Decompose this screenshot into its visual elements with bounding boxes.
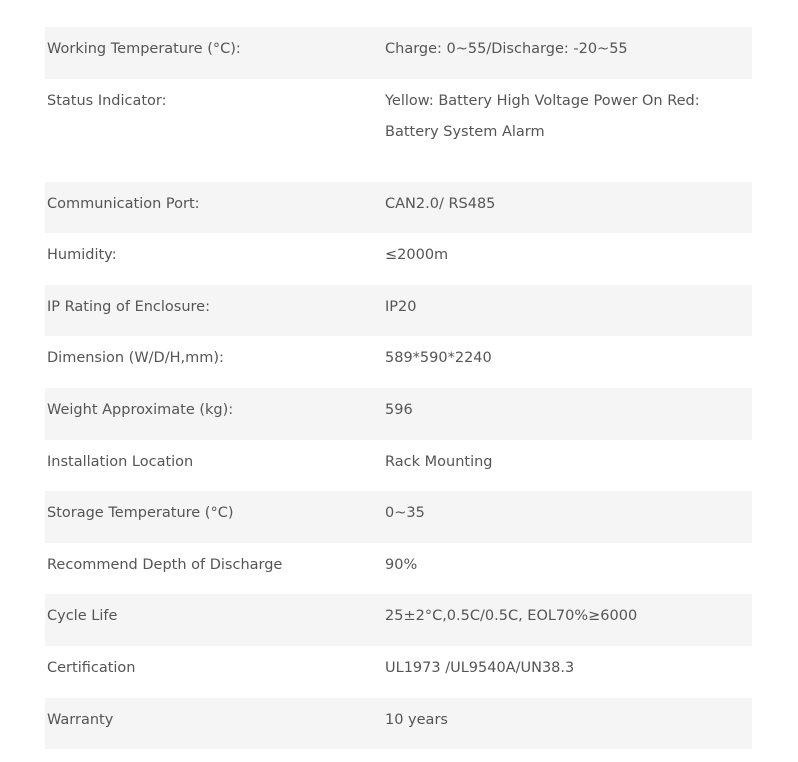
spec-row-storage-temperature [45, 491, 752, 543]
spec-value: 596 [385, 401, 413, 418]
spec-value: IP20 [385, 298, 417, 315]
spec-row-depth-of-discharge [45, 543, 752, 595]
spec-value: UL1973 /UL9540A/UN38.3 [385, 659, 575, 676]
spec-value: CAN2.0/ RS485 [385, 195, 496, 212]
spec-table [45, 27, 752, 749]
spec-label: Weight Approximate (kg): [47, 401, 234, 418]
spec-label: Certification [47, 659, 136, 676]
spec-value: ≤2000m [385, 247, 449, 264]
spec-label: Installation Location [47, 453, 194, 470]
spec-label: Dimension (W/D/H,mm): [47, 350, 224, 367]
spec-label: Recommend Depth of Discharge [47, 556, 283, 573]
spec-row-certification [45, 646, 752, 698]
spec-row-weight [45, 388, 752, 440]
spec-label: Cycle Life [47, 608, 118, 625]
spec-value: 25±2°C,0.5C/0.5C, EOL70%≥6000 [385, 608, 638, 625]
spec-row-dimension [45, 336, 752, 388]
spec-row-cycle-life [45, 594, 752, 646]
spec-label: Communication Port: [47, 195, 200, 212]
spec-label: Warranty [47, 711, 114, 728]
spec-value: Yellow: Battery High Voltage Power On Red: Battery System Alarm [385, 92, 700, 140]
spec-row-warranty [45, 698, 752, 750]
spec-row-status-indicator [45, 79, 752, 182]
spec-value: Rack Mounting [385, 453, 493, 470]
spec-label: Humidity: [47, 247, 117, 264]
spec-row-ip-rating [45, 285, 752, 337]
spec-value: Charge: 0~55/Discharge: -20~55 [385, 41, 628, 57]
spec-row-communication-port [45, 182, 752, 234]
spec-row-installation-location [45, 440, 752, 492]
spec-row-working-temperature [45, 27, 752, 79]
spec-value: 0~35 [385, 505, 425, 522]
spec-label: Status Indicator: [47, 92, 167, 109]
spec-label: Storage Temperature (°C) [47, 505, 234, 522]
spec-value: 90% [385, 556, 418, 573]
spec-label: Working Temperature (°C): [47, 41, 241, 57]
spec-row-humidity [45, 233, 752, 285]
spec-value: 10 years [385, 711, 448, 728]
spec-value: 589*590*2240 [385, 350, 492, 367]
spec-label: IP Rating of Enclosure: [47, 298, 210, 315]
